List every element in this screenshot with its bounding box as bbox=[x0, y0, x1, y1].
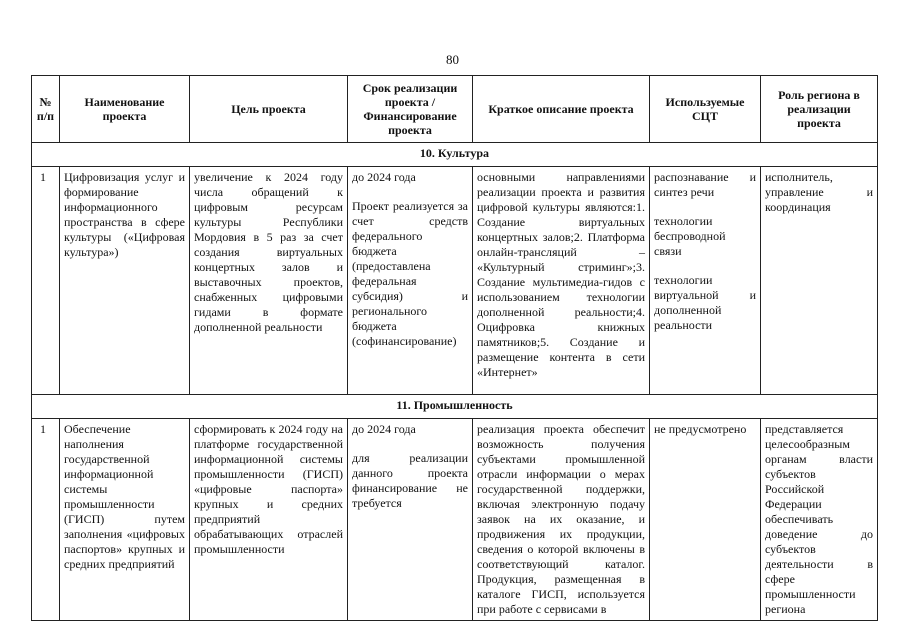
cell-description: реализация проекта обеспечит возможность получения субъектами промышленной отрасли информации о мерах государственной поддержки, включая электронную подачу заявок на их оказание, и продвижения их продукции, сведения о которой включены в соответствующий каталог. Продукция, размещенная в каталоге ГИСП, используется при работе с сервисами в bbox=[473, 419, 650, 621]
project-table bbox=[31, 75, 878, 621]
header-description: Краткое описание проекта bbox=[473, 76, 650, 143]
term-text: до 2024 года bbox=[352, 170, 416, 184]
page-number: 80 bbox=[446, 52, 459, 67]
header-term: Срок реализации проекта / Финансирование проекта bbox=[348, 76, 473, 143]
tech-item: распознавание и синтез речи bbox=[654, 170, 756, 199]
cell-goal: сформировать к 2024 году на платформе государственной информационной системы промышленности (ГИСП) «цифровые паспорта» крупных и средних предприятий обрабатывающих отраслей промышленности bbox=[190, 419, 348, 621]
header-num: № п/п bbox=[32, 76, 60, 143]
cell-goal: увеличение к 2024 году числа обращений к цифровым ресурсам культуры Республики Мордовия в 5 раз за счет создания виртуальных концертных залов и выставочных проектов, снабженных цифровыми гидами в формате дополненной реальности bbox=[190, 167, 348, 395]
term-text: до 2024 года bbox=[352, 422, 416, 436]
tech-item: технологии виртуальной и дополненной реальности bbox=[654, 273, 756, 332]
cell-tech: не предусмотрено bbox=[650, 419, 761, 621]
financing-text: Проект реализуется за счет средств федерального бюджета (предоставлена федеральная субсидия) и регионального бюджета (софинансирование) bbox=[352, 199, 468, 348]
header-name: Наименование проекта bbox=[60, 76, 190, 143]
section-title: 10. Культура bbox=[32, 143, 878, 167]
cell-tech bbox=[650, 167, 761, 395]
cell-role: исполнитель, управление и координация bbox=[761, 167, 878, 395]
section-title-row bbox=[32, 143, 878, 167]
cell-num: 1 bbox=[32, 167, 60, 395]
table-row bbox=[32, 167, 878, 395]
cell-term bbox=[348, 419, 473, 621]
header-goal: Цель проекта bbox=[190, 76, 348, 143]
table-header-row bbox=[32, 76, 878, 143]
cell-name: Обеспечение наполнения государственной информационной системы промышленности (ГИСП) путем заполнения «цифровых паспортов» крупных и средних предприятий bbox=[60, 419, 190, 621]
section-title: 11. Промышленность bbox=[32, 395, 878, 419]
table-row bbox=[32, 419, 878, 621]
cell-name: Цифровизация услуг и формирование информационного пространства в сфере культуры («Цифровая культура») bbox=[60, 167, 190, 395]
cell-num: 1 bbox=[32, 419, 60, 621]
cell-description: основными направлениями реализации проекта и развития цифровой культуры являются:1. Создание виртуальных концертных залов;2. Платформа онлайн-трансляций – «Культурный стриминг»;3. Создание мультимедиа-гидов с использованием технологии дополненной реальности;4. Оцифровка книжных памятников;5. Создание и размещение контента в сети «Интернет» bbox=[473, 167, 650, 395]
section-title-row bbox=[32, 395, 878, 419]
header-role: Роль региона в реализации проекта bbox=[761, 76, 878, 143]
cell-term bbox=[348, 167, 473, 395]
header-tech: Используемые СЦТ bbox=[650, 76, 761, 143]
financing-text: для реализации данного проекта финансирование не требуется bbox=[352, 451, 468, 510]
cell-role: представляется целесообразным органам власти субъектов Российской Федерации обеспечивать доведение до субъектов деятельности в сфере промышленности региона bbox=[761, 419, 878, 621]
tech-item: технологии беспроводной связи bbox=[654, 214, 726, 258]
